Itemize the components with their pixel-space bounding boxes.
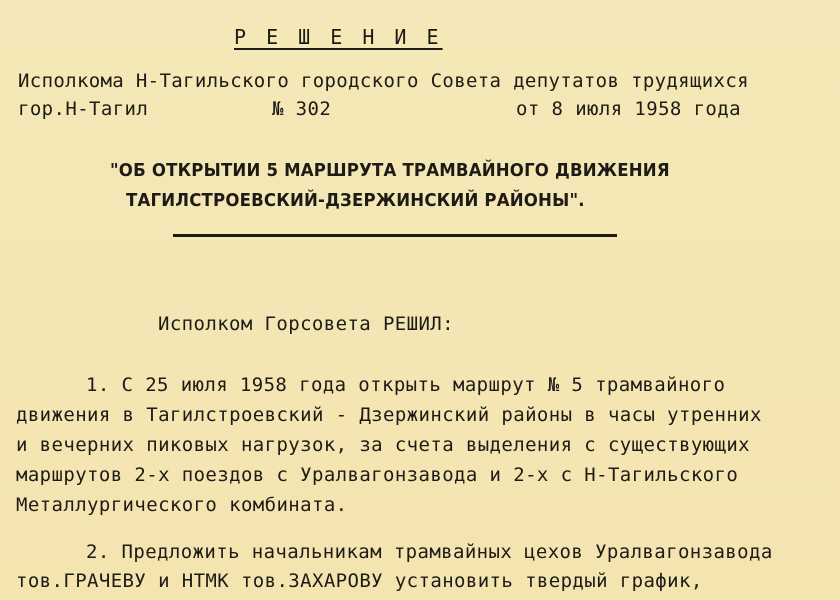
- item1-line-3: и вечерних пиковых нагрузок, за счета выделения с существующих: [16, 434, 751, 456]
- place-line: гор.Н-Тагил: [18, 98, 149, 120]
- document-title: Р Е Ш Е Н И Е: [234, 25, 443, 49]
- item1-line-4: маршрутов 2-х поездов с Уралвагонзавода и 2-х с Н-Тагильского: [16, 464, 739, 486]
- issuer-line: Исполкома Н-Тагильского городского Совета депутатов трудящихся: [18, 70, 749, 92]
- subject-line-2: ТАГИЛСТРОЕВСКИЙ-ДЗЕРЖИНСКИЙ РАЙОНЫ".: [126, 190, 585, 211]
- item1-line-5: Металлургического комбината.: [16, 494, 348, 516]
- decision-number: № 302: [272, 98, 332, 120]
- subject-line-1: "ОБ ОТКРЫТИИ 5 МАРШРУТА ТРАМВАЙНОГО ДВИЖЕНИЯ: [110, 160, 670, 181]
- item1-line-2: движения в Тагилстроевский - Дзержинский районы в часы утренних: [16, 404, 762, 426]
- resolved-heading: Исполком Горсовета РЕШИЛ:: [158, 313, 454, 335]
- item1-line-1: 1. С 25 июля 1958 года открыть маршрут № 5 трамвайного: [86, 374, 726, 396]
- item2-line-1: 2. Предложить начальникам трамвайных цехов Уралвагонзавода: [86, 541, 773, 563]
- decision-date: от 8 июля 1958 года: [516, 98, 741, 120]
- item2-line-2: тов.ГРАЧЕВУ и НТМК тов.ЗАХАРОВУ установить твердый график,: [16, 570, 703, 592]
- subject-underline: [173, 234, 617, 237]
